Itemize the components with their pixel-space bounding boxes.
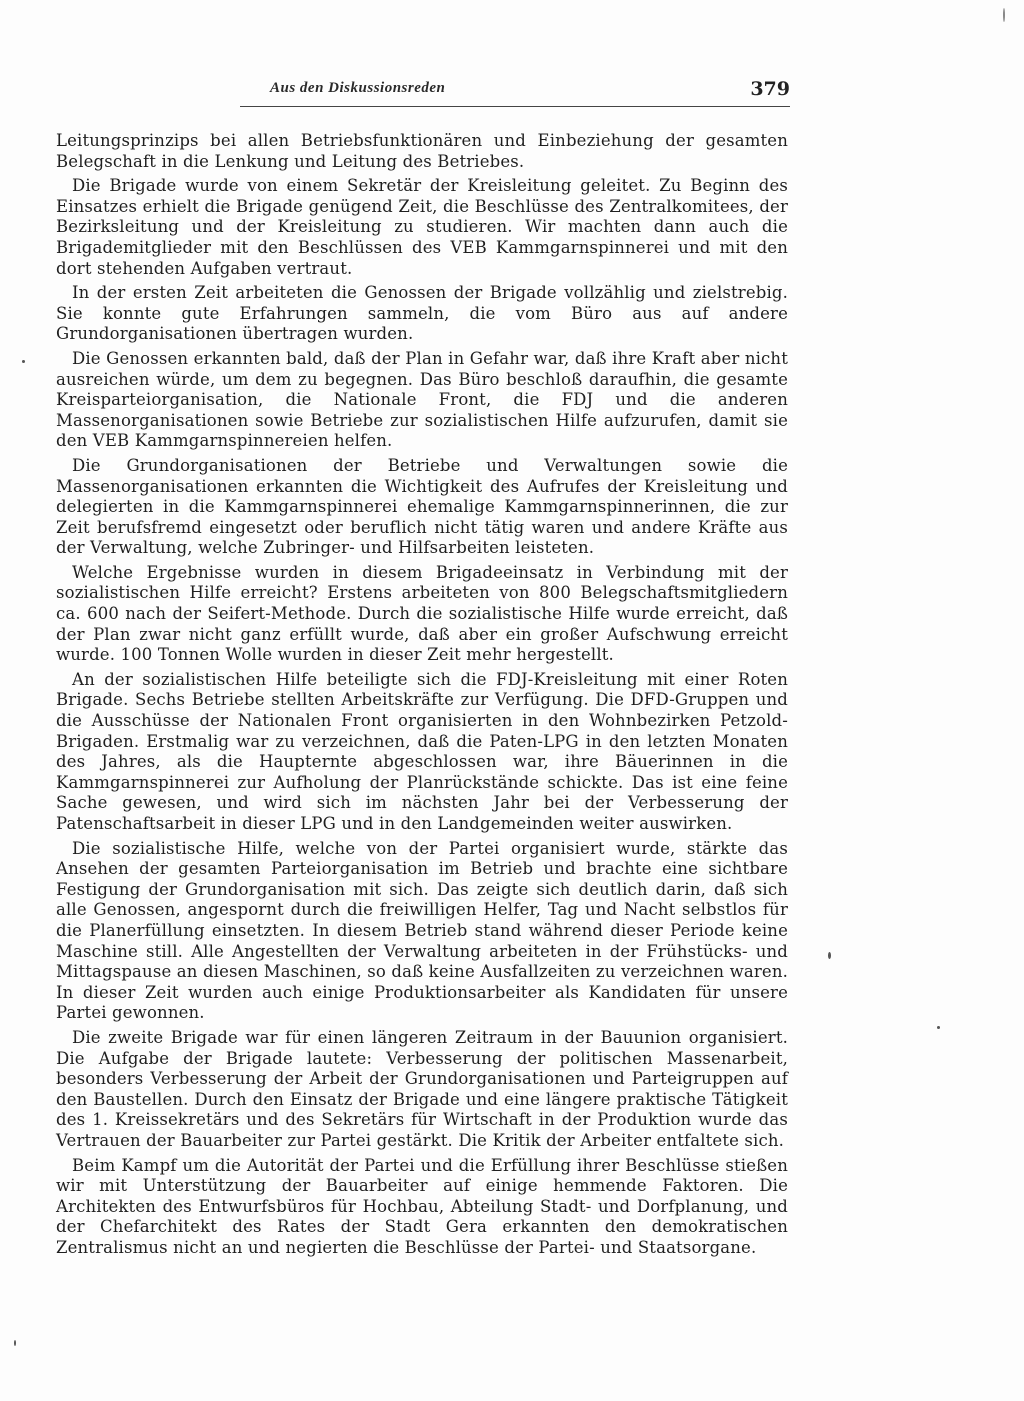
- body-text: [56, 131, 788, 1262]
- page-number: 379: [750, 78, 790, 100]
- scan-speck: [828, 952, 831, 959]
- paragraph-6: Welche Ergebnisse wurden in diesem Brigadeeinsatz in Verbindung mit der sozialistischen Hilfe erreicht? Erstens arbeiteten von 800 Belegschaftsmitgliedern ca. 600 nach der Seifert-Methode. Durch die sozialistische Hilfe wurde erreicht, daß der Plan zwar nicht ganz erfüllt wurde, daß aber ein großer Aufschwung erreicht wurde. 100 Tonnen Wolle wurden in dieser Zeit mehr hergestellt.: [56, 562, 788, 665]
- paragraph-3: In der ersten Zeit arbeiteten die Genossen der Brigade vollzählig und zielstrebig. Sie konnte gute Erfahrungen sammeln, die vom Büro aus auf andere Grundorganisationen übertragen wurden.: [56, 283, 788, 344]
- paragraph-1: Leitungsprinzips bei allen Betriebsfunktionären und Einbeziehung der gesamten Belegschaft in die Lenkung und Leitung des Betriebes.: [56, 131, 788, 171]
- scan-speck: [14, 1340, 16, 1346]
- paragraph-10: Beim Kampf um die Autorität der Partei und die Erfüllung ihrer Beschlüsse stießen wir mit Unterstützung der Bauarbeiter auf einige hemmende Faktoren. Die Architekten des Entwurfsbüros für Hochbau, Abteilung Stadt- und Dorfplanung, und der Chefarchitekt des Rates der Stadt Gera erkannten den demokratischen Zentralismus nicht an und negierten die Beschlüsse der Partei- und Staatsorgane.: [56, 1155, 788, 1257]
- scan-speck: [22, 360, 25, 363]
- paragraph-4: Die Genossen erkannten bald, daß der Plan in Gefahr war, daß ihre Kraft aber nicht ausreichen würde, um dem zu begegnen. Das Büro beschloß daraufhin, die gesamte Kreisparteiorganisation, die Nationale Front, die FDJ und die anderen Massenorganisationen sowie Betriebe zur sozialistischen Hilfe aufzurufen, damit sie den VEB Kammgarnspinnereien helfen.: [56, 348, 788, 451]
- scan-speck: [1003, 8, 1005, 22]
- paragraph-8: Die sozialistische Hilfe, welche von der Partei organisiert wurde, stärkte das Ansehen der gesamten Parteiorganisation im Betrieb und brachte eine sichtbare Festigung der Grundorganisation mit sich. Das zeigte sich deutlich darin, daß sich alle Genossen, angespornt durch die freiwilligen Helfer, Tag und Nacht selbstlos für die Planerfüllung einsetzten. In diesem Betrieb stand während dieser Periode keine Maschine still. Alle Angestellten der Verwaltung arbeiteten in der Frühstücks- und Mittagspause an diesen Maschinen, so daß keine Ausfallzeiten zu verzeichnen waren. In dieser Zeit wurden auch einige Produktionsarbeiter als Kandidaten für unsere Partei gewonnen.: [56, 838, 788, 1023]
- paragraph-5: Die Grundorganisationen der Betriebe und Verwaltungen sowie die Massenorganisationen erkannten die Wichtigkeit des Aufrufes der Kreisleitung und delegierten in die Kammgarnspinnerei ehemalige Kammgarnspinnerinnen, die zur Zeit berufsfremd eingesetzt oder beruflich nicht tätig waren und andere Kräfte aus der Verwaltung, welche Zubringer- und Hilfsarbeiten leisteten.: [56, 455, 788, 558]
- paragraph-7: An der sozialistischen Hilfe beteiligte sich die FDJ-Kreisleitung mit einer Roten Brigade. Sechs Betriebe stellten Arbeitskräfte zur Verfügung. Die DFD-Gruppen und die Ausschüsse der Nationalen Front organisierten in den Wohnbezirken Petzold-Brigaden. Erstmalig war zu verzeichnen, daß die Paten-LPG in den letzten Monaten des Jahres, als die Haupternte abgeschlossen war, ihre Bäuerinnen in die Kammgarnspinnerei zur Aufholung der Planrückstände schickte. Das ist eine feine Sache gewesen, und wird sich im nächsten Jahr bei der Verbesserung der Patenschaftsarbeit in dieser LPG und in den Landgemeinden weiter auswirken.: [56, 669, 788, 833]
- scan-speck: [937, 1026, 940, 1029]
- running-header: [240, 78, 790, 107]
- paragraph-2: Die Brigade wurde von einem Sekretär der Kreisleitung geleitet. Zu Beginn des Einsatzes erhielt die Brigade genügend Zeit, die Beschlüsse des Zentralkomitees, der Bezirksleitung und der Kreisleitung zu studieren. Wir machten dann auch die Brigademitglieder mit den Beschlüssen des VEB Kammgarnspinnerei und mit den dort stehenden Aufgaben vertraut.: [56, 176, 788, 278]
- paragraph-9: Die zweite Brigade war für einen längeren Zeitraum in der Bauunion organisiert. Die Aufgabe der Brigade lautete: Verbesserung der politischen Massenarbeit, besonders Verbesserung der Arbeit der Grundorganisationen und Parteigruppen auf den Baustellen. Durch den Einsatz der Brigade und eine längere praktische Tätigkeit des 1. Kreissekretärs und des Sekretärs für Wirtschaft in der Produktion wurde das Vertrauen der Bauarbeiter zur Partei gestärkt. Die Kritik der Arbeiter entfaltete sich.: [56, 1027, 788, 1150]
- running-title: Aus den Diskussionsreden: [270, 80, 446, 96]
